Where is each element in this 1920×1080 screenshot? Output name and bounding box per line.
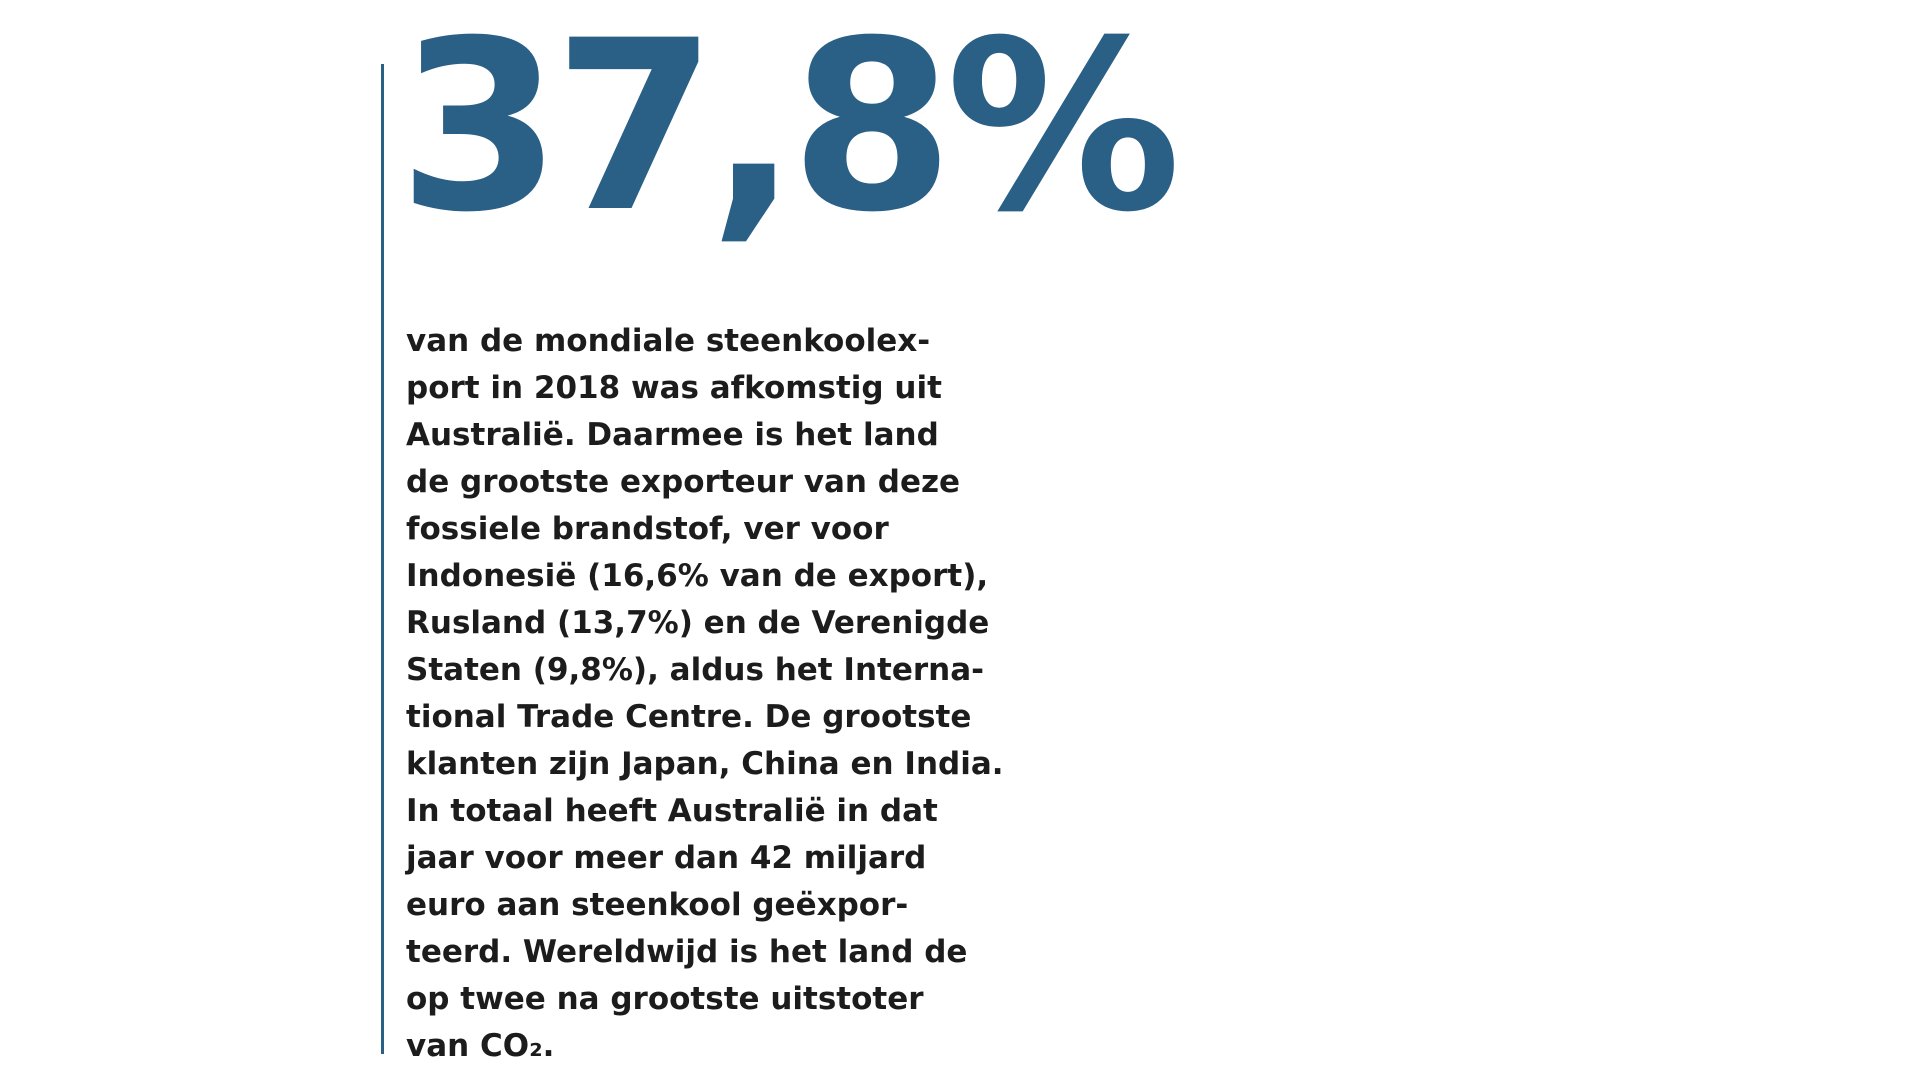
- body-line: van CO₂.: [406, 1028, 555, 1064]
- body-line: In totaal heeft Australië in dat: [406, 793, 938, 829]
- body-line: tional Trade Centre. De grootste: [406, 699, 972, 735]
- body-paragraph: [406, 318, 1004, 1070]
- body-line: Staten (9,8%), aldus het Interna-: [406, 652, 984, 688]
- body-line: fossiele brandstof, ver voor: [406, 511, 889, 547]
- body-line: op twee na grootste uitstoter: [406, 981, 924, 1017]
- vertical-rule: [381, 64, 384, 1054]
- body-line: jaar voor meer dan 42 miljard: [406, 840, 927, 876]
- body-line: klanten zijn Japan, China en India.: [406, 746, 1004, 782]
- headline-statistic: 37,8%: [398, 0, 1174, 264]
- body-line: van de mondiale steenkoolex-: [406, 323, 931, 359]
- body-line: euro aan steenkool geëxpor-: [406, 887, 909, 923]
- body-line: Rusland (13,7%) en de Verenigde: [406, 605, 990, 641]
- body-line: Australië. Daarmee is het land: [406, 417, 939, 453]
- body-line: port in 2018 was afkomstig uit: [406, 370, 942, 406]
- body-line: teerd. Wereldwijd is het land de: [406, 934, 968, 970]
- body-line: de grootste exporteur van deze: [406, 464, 961, 500]
- body-line: Indonesië (16,6% van de export),: [406, 558, 989, 594]
